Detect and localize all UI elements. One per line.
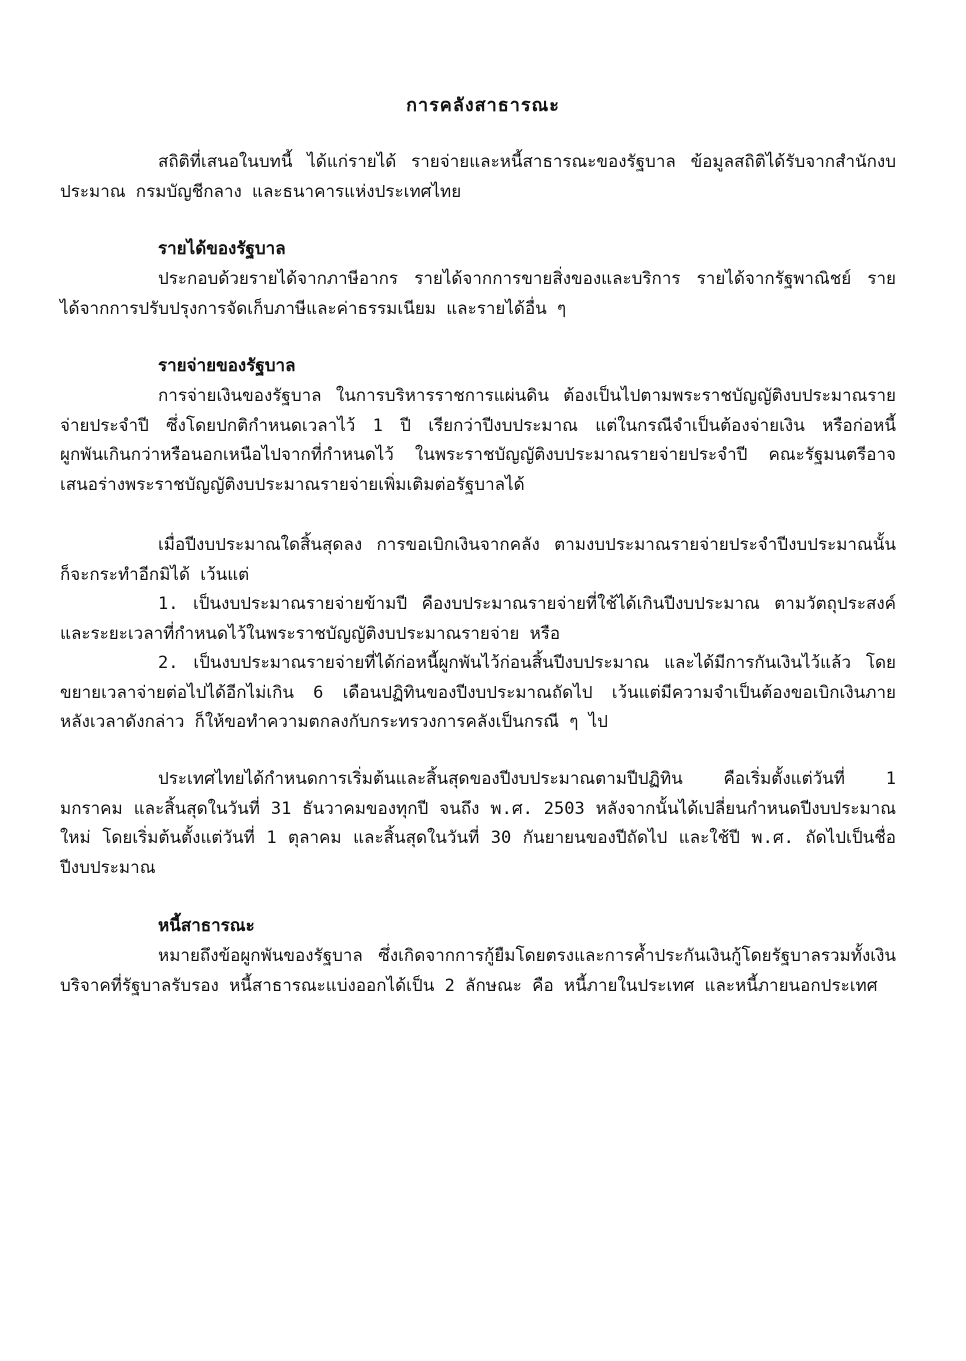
revenue-paragraph: ประกอบด้วยรายได้จากภาษีอากร รายได้จากการขายสิ่งของและบริการ รายได้จากรัฐพาณิชย์ รายได้จากการปรับปรุงการจัดเก็บภาษีและค่าธรรมเนียม และรายได้อื่น ๆ — [60, 269, 896, 319]
expenditure-heading: รายจ่ายของรัฐบาล — [158, 356, 296, 376]
end-of-year-paragraph: เมื่อปีงบประมาณใดสิ้นสุดลง การขอเบิกเงินจากคลัง ตามงบประมาณรายจ่ายประจำปีงบประมาณนั้นก็จะกระทำอีกมิได้ เว้นแต่ — [60, 535, 896, 585]
list-item: 2. เป็นงบประมาณรายจ่ายที่ได้ก่อหนี้ผูกพันไว้ก่อนสิ้นปีงบประมาณ และได้มีการกันเงินไว้แล้ว โดยขยายเวลาจ่ายต่อไปได้อีกไม่เกิน 6 เดือนปฏิทินของปีงบประมาณถัดไป เว้นแต่มีความจำเป็นต้องขอเบิกเงินภายหลังเวลาดังกล่าว ก็ให้ขอทำความตกลงกับกระทรวงการคลังเป็นกรณี ๆ ไป — [60, 653, 896, 732]
revenue-heading: รายได้ของรัฐบาล — [158, 239, 286, 259]
list-item: 1. เป็นงบประมาณรายจ่ายข้ามปี คืองบประมาณรายจ่ายที่ใช้ได้เกินปีงบประมาณ ตามวัตถุประสงค์ และระยะเวลาที่กำหนดไว้ในพระราชบัญญัติงบประมาณรายจ่าย หรือ — [60, 594, 896, 644]
page-title: การคลังสาธารณะ — [406, 95, 560, 116]
expenditure-paragraph: การจ่ายเงินของรัฐบาล ในการบริหารราชการแผ่นดิน ต้องเป็นไปตามพระราชบัญญัติงบประมาณรายจ่ายประจำปี ซึ่งโดยปกติกำหนดเวลาไว้ 1 ปี เรียกว่าปีงบประมาณ แต่ในกรณีจำเป็นต้องจ่ายเงิน หรือก่อหนี้ผูกพันเกินกว่าหรือนอกเหนือไปจากที่กำหนดไว้ ในพระราชบัญญัติงบประมาณรายจ่ายประจำปี คณะรัฐมนตรีอาจเสนอร่างพระราชบัญญัติงบประมาณรายจ่ายเพิ่มเติมต่อรัฐบาลได้ — [60, 386, 896, 495]
public-debt-paragraph: หมายถึงข้อผูกพันของรัฐบาล ซึ่งเกิดจากการกู้ยืมโดยตรงและการค้ำประกันเงินกู้โดยรัฐบาลรวมทั้งเงินบริจาคที่รัฐบาลรับรอง หนี้สาธารณะแบ่งออกได้เป็น 2 ลักษณะ คือ หนี้ภายในประเทศ และหนี้ภายนอกประเทศ — [60, 946, 896, 996]
fiscal-year-paragraph: ประเทศไทยได้กำหนดการเริ่มต้นและสิ้นสุดของปีงบประมาณตามปีปฏิทิน คือเริ่มตั้งแต่วันที่ 1 มกราคม และสิ้นสุดในวันที่ 31 ธันวาคมของทุกปี จนถึง พ.ศ. 2503 หลังจากนั้นได้เปลี่ยนกำหนดปีงบประมาณใหม่ โดยเริ่มต้นตั้งแต่วันที่ 1 ตุลาคม และสิ้นสุดในวันที่ 30 กันยายนของปีถัดไป และใช้ปี พ.ศ. ถัดไปเป็นชื่อปีงบประมาณ — [60, 769, 896, 878]
intro-paragraph: สถิติที่เสนอในบทนี้ ได้แก่รายได้ รายจ่ายและหนี้สาธารณะของรัฐบาล ข้อมูลสถิติได้รับจากสำนักงบประมาณ กรมบัญชีกลาง และธนาคารแห่งประเทศไทย — [60, 152, 896, 202]
public-debt-heading: หนี้สาธารณะ — [158, 916, 255, 936]
